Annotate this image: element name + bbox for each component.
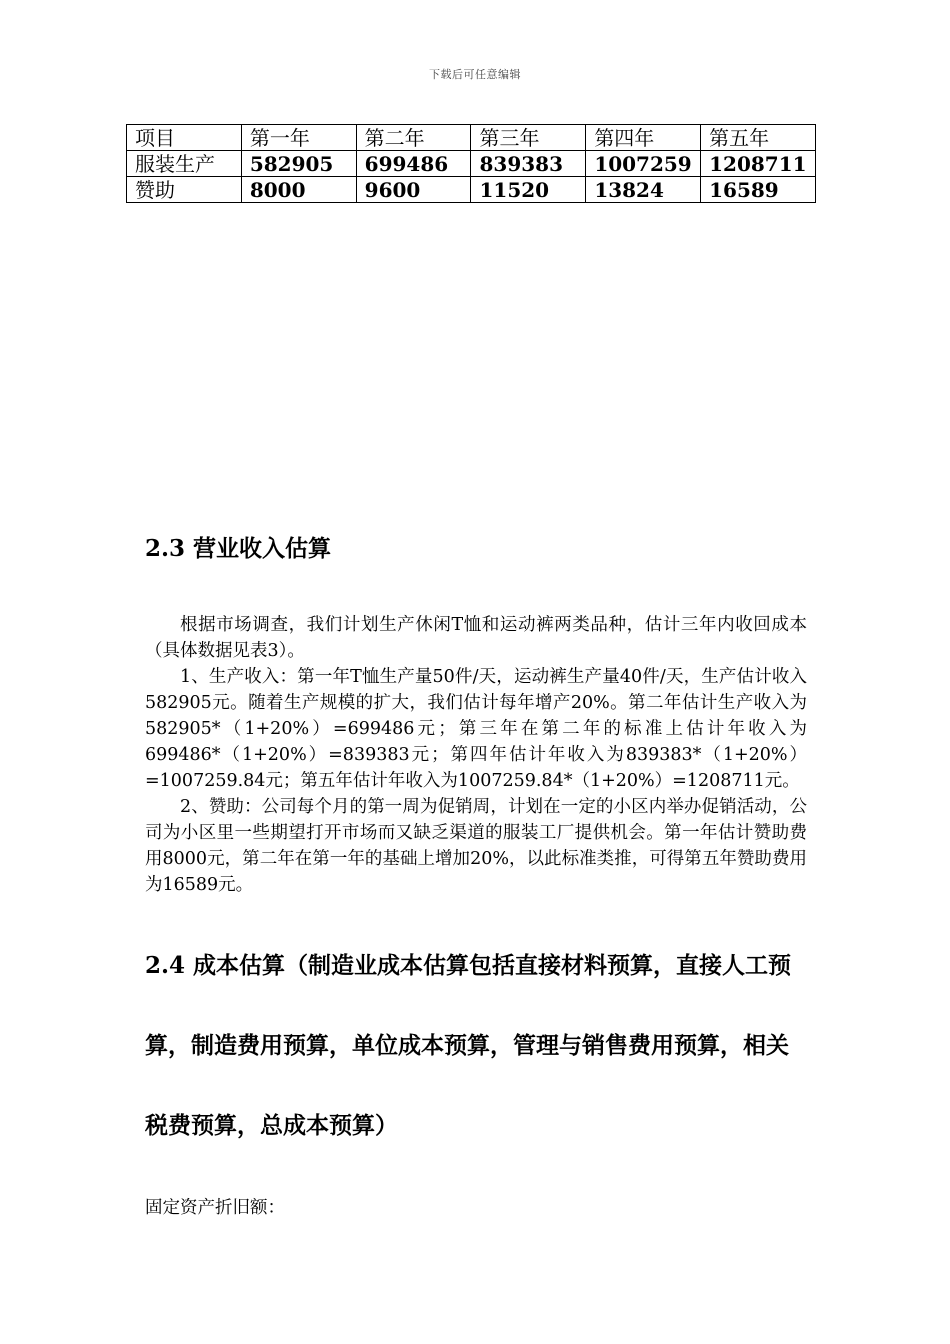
table-cell: 13824: [586, 177, 701, 203]
table-cell: 839383: [471, 151, 586, 177]
table-header-cell: 第二年: [356, 125, 471, 151]
revenue-table: [126, 124, 816, 203]
table-header-cell: 第四年: [586, 125, 701, 151]
page-header: 下载后可任意编辑: [429, 68, 521, 81]
table-row: [127, 151, 816, 177]
paragraph-sponsorship: 2、赞助：公司每个月的第一周为促销周，计划在一定的小区内举办促销活动，公司为小区里一些期望打开市场而又缺乏渠道的服装工厂提供机会。第一年估计赞助费用8000元，第二年在第一年的基础上增加20%，以此标准类推，可得第五年赞助费用为16589元。: [145, 797, 807, 895]
paragraph-production-income: 1、生产收入：第一年T恤生产量50件/天，运动裤生产量40件/天，生产估计收入582905元。随着生产规模的扩大，我们估计每年增产20%。第二年估计生产收入为582905*（1+20%）=699486元；第三年在第二年的标准上估计年收入为699486*（1+20%）=839383元；第四年估计年收入为839383*（1+20%）=1007259.84元；第五年估计年收入为1007259.84*（1+20%）=1208711元。: [145, 667, 807, 791]
table-cell: 699486: [356, 151, 471, 177]
table-header-cell: 第五年: [701, 125, 816, 151]
section-2-3-body: [145, 612, 807, 898]
table-row: [127, 177, 816, 203]
table-cell: 16589: [701, 177, 816, 203]
table-cell: 1208711: [701, 151, 816, 177]
table-cell: 8000: [241, 177, 356, 203]
table-cell: 582905: [241, 151, 356, 177]
table-header-row: [127, 125, 816, 151]
table-cell: 服装生产: [127, 151, 242, 177]
table-cell: 1007259: [586, 151, 701, 177]
section-2-4-title: 2.4 成本估算（制造业成本估算包括直接材料预算，直接人工预算，制造费用预算，单位成本预算，管理与销售费用预算，相关税费预算，总成本预算）: [145, 952, 792, 1139]
table-header-cell: 第三年: [471, 125, 586, 151]
fixed-asset-label: 固定资产折旧额：: [145, 1198, 285, 1218]
paragraph-intro: 根据市场调查，我们计划生产休闲T恤和运动裤两类品种，估计三年内收回成本（具体数据见表3）。: [145, 615, 807, 661]
table-header-cell: 第一年: [241, 125, 356, 151]
table-cell: 11520: [471, 177, 586, 203]
table-cell: 9600: [356, 177, 471, 203]
section-2-3-title: 2.3 营业收入估算: [145, 535, 332, 562]
table-cell: 赞助: [127, 177, 242, 203]
table-header-cell: 项目: [127, 125, 242, 151]
